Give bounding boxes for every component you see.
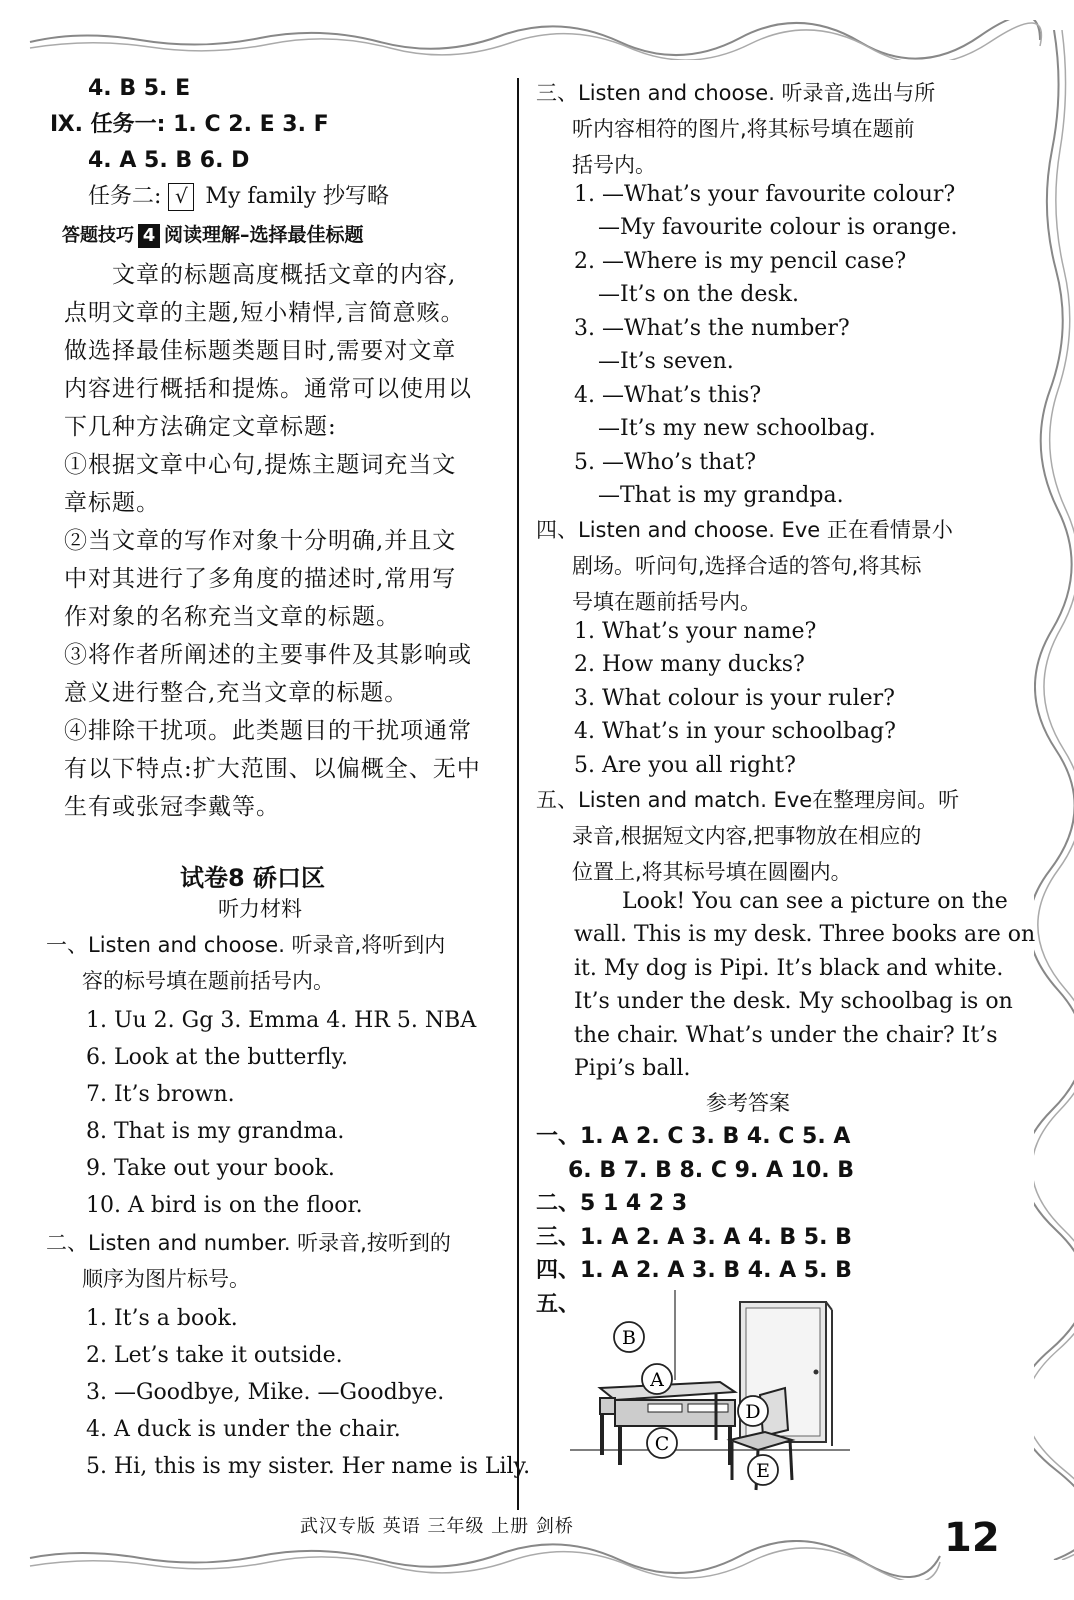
answer-row: 四、1. A 2. A 3. B 4. A 5. B: [536, 1258, 852, 1283]
listening-item: 3. What colour is your ruler?: [574, 686, 895, 711]
answer-row: 三、1. A 2. A 3. A 4. B 5. B: [536, 1225, 852, 1250]
bottom-border-decoration: [0, 1540, 1074, 1580]
tip-text: ①根据文章中心句,提炼主题词充当文: [64, 452, 457, 478]
section-heading: 五、Listen and match. Eve在整理房间。听: [536, 788, 960, 812]
tip-text: 做选择最佳标题类题目时,需要对文章: [64, 338, 457, 364]
section-heading: 三、Listen and choose. 听录音,选出与所: [536, 81, 936, 105]
listening-title: 听力材料: [218, 897, 302, 921]
listening-item: —My favourite colour is orange.: [598, 215, 958, 240]
listening-item: 7. It’s brown.: [86, 1082, 235, 1107]
section-heading: 顺序为图片标号。: [82, 1267, 250, 1291]
section-heading: 位置上,将其标号填在圆圈内。: [572, 860, 852, 884]
svg-text:C: C: [654, 1433, 670, 1455]
tip-text: 下几种方法确定文章标题:: [64, 414, 337, 440]
listening-item: 3. —What’s the number?: [574, 316, 850, 341]
right-border-decoration: [1034, 30, 1074, 1560]
answers-title: 参考答案: [706, 1091, 790, 1115]
task-two-label: 任务二:: [88, 184, 162, 209]
answer-row: 二、5 1 4 2 3: [536, 1191, 688, 1216]
listening-item: 5. Hi, this is my sister. Her name is Lily.: [86, 1454, 531, 1479]
listening-item: —It’s seven.: [598, 349, 734, 374]
circle-label-a: [642, 1364, 672, 1394]
answer-row: Ⅸ. 任务一: 1. C 2. E 3. F: [50, 112, 329, 137]
circle-label-b: [614, 1322, 644, 1352]
listening-item: 1. It’s a book.: [86, 1306, 238, 1331]
tip-text: ③将作者所阐述的主要事件及其影响或: [64, 642, 472, 668]
circle-label-e: [748, 1455, 778, 1485]
page-number: 12: [944, 1515, 1000, 1561]
listening-item: 1. Uu 2. Gg 3. Emma 4. HR 5. NBA: [86, 1008, 477, 1033]
section-heading: 四、Listen and choose. Eve 正在看情景小: [536, 518, 953, 542]
listening-item: 1. —What’s your favourite colour?: [574, 182, 956, 207]
room-illustration: [560, 1290, 860, 1500]
tip-text: ④排除干扰项。此类题目的干扰项通常: [64, 718, 472, 744]
tip-text: 意义进行整合,充当文章的标题。: [64, 680, 409, 706]
listening-item: 1. What’s your name?: [574, 619, 817, 644]
task-two-answer: My family 抄写略: [205, 184, 389, 209]
listening-item: 6. Look at the butterfly.: [86, 1045, 349, 1070]
listening-item: 5. Are you all right?: [574, 753, 796, 778]
tip-text: ②当文章的写作对象十分明确,并且文: [64, 528, 457, 554]
tip-text: 生有或张冠李戴等。: [64, 794, 280, 820]
answer-row: [88, 182, 389, 212]
listening-item: 9. Take out your book.: [86, 1156, 335, 1181]
tip-text: 文章的标题高度概括文章的内容,: [112, 262, 457, 288]
tip-number: 4: [138, 224, 160, 248]
listening-item: —That is my grandpa.: [598, 483, 844, 508]
section-heading: 一、Listen and choose. 听录音,将听到内: [46, 933, 446, 957]
tip-text: 中对其进行了多角度的描述时,常用写: [64, 566, 457, 592]
section-heading: 二、Listen and number. 听录音,按听到的: [46, 1231, 451, 1255]
passage-line: It’s under the desk. My schoolbag is on: [574, 989, 1013, 1014]
tip-text: 作对象的名称充当文章的标题。: [64, 604, 400, 630]
section-heading: 听内容相符的图片,将其标号填在题前: [572, 117, 915, 141]
passage-line: it. My dog is Pipi. It’s black and white.: [574, 956, 1004, 981]
section-heading: 录音,根据短文内容,把事物放在相应的: [572, 824, 922, 848]
tip-text: 点明文章的主题,短小精悍,言简意赅。: [64, 300, 465, 326]
listening-item: 4. A duck is under the chair.: [86, 1417, 401, 1442]
listening-item: 4. What’s in your schoolbag?: [574, 719, 896, 744]
tip-text: 有以下特点:扩大范围、以偏概全、无中: [64, 756, 481, 782]
answer-row: 一、1. A 2. C 3. B 4. C 5. A: [536, 1124, 851, 1149]
column-divider: [517, 78, 519, 1510]
section-heading: 剧场。听问句,选择合适的答句,将其标: [572, 554, 922, 578]
tip-badge: 答题技巧: [62, 225, 134, 246]
listening-item: —It’s on the desk.: [598, 282, 799, 307]
answer-tip-header: [62, 220, 364, 251]
circle-label-c: [647, 1428, 677, 1458]
svg-text:B: B: [622, 1327, 636, 1349]
top-border-decoration: [0, 20, 1074, 60]
listening-item: 2. How many ducks?: [574, 652, 805, 677]
listening-item: —It’s my new schoolbag.: [598, 416, 876, 441]
svg-text:A: A: [650, 1369, 664, 1391]
listening-item: 2. Let’s take it outside.: [86, 1343, 343, 1368]
circle-label-d: [738, 1396, 768, 1426]
svg-text:E: E: [756, 1460, 770, 1482]
page-footer: 武汉专版 英语 三年级 上册 剑桥: [300, 1516, 574, 1537]
check-box: √: [168, 183, 194, 211]
listening-item: 4. —What’s this?: [574, 383, 762, 408]
tip-text: 内容进行概括和提炼。通常可以使用以: [64, 376, 472, 402]
section-heading: 号填在题前括号内。: [572, 590, 761, 614]
listening-item: 8. That is my grandma.: [86, 1119, 345, 1144]
passage-line: Pipi’s ball.: [574, 1056, 691, 1081]
passage-line: wall. This is my desk. Three books are on: [574, 922, 1036, 947]
svg-text:D: D: [745, 1401, 761, 1423]
answer-row: 4. B 5. E: [88, 76, 191, 101]
exam-title: 试卷8 硚口区: [180, 864, 326, 892]
listening-item: 3. —Goodbye, Mike. —Goodbye.: [86, 1380, 445, 1405]
tip-text: 章标题。: [64, 490, 160, 516]
answer-row: 五、: [536, 1292, 581, 1317]
answer-row: 4. A 5. B 6. D: [88, 148, 250, 173]
section-heading: 容的标号填在题前括号内。: [82, 969, 334, 993]
listening-item: 10. A bird is on the floor.: [86, 1193, 363, 1218]
passage-line: Look! You can see a picture on the: [622, 889, 1008, 914]
section-heading: 括号内。: [572, 153, 656, 177]
answer-row: 6. B 7. B 8. C 9. A 10. B: [568, 1158, 855, 1183]
listening-item: 5. —Who’s that?: [574, 450, 757, 475]
tip-title: 阅读理解–选择最佳标题: [164, 224, 364, 246]
listening-item: 2. —Where is my pencil case?: [574, 249, 907, 274]
passage-line: the chair. What’s under the chair? It’s: [574, 1023, 998, 1048]
